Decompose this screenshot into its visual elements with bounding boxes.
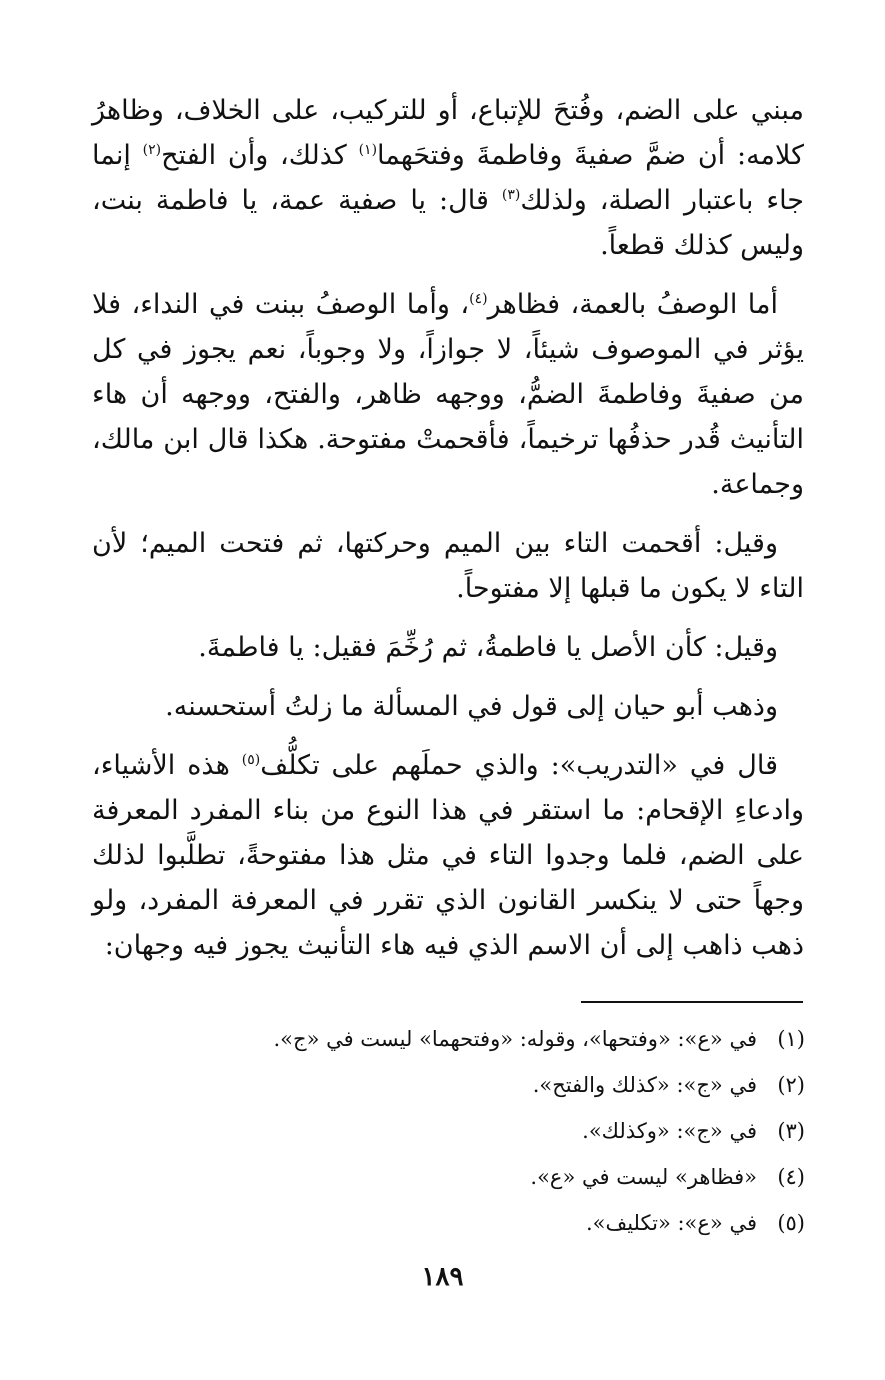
footnote-2: [105, 1062, 805, 1108]
footnote-text: في «ع»: «وفتحها»، وقوله: «وفتحهما» ليست في «ج».: [273, 1027, 757, 1051]
footnote-text: في «ج»: «وكذلك».: [582, 1119, 757, 1143]
footnote-marker-3: (٣): [501, 187, 521, 203]
footnotes-list: [105, 1016, 805, 1246]
paragraph-6: [92, 743, 804, 968]
footnote-text: في «ج»: «كذلك والفتح».: [532, 1073, 757, 1097]
paragraph-2: [92, 282, 804, 507]
footnote-text: «فظاهر» ليست في «ع».: [530, 1165, 757, 1189]
page-number: ١٨٩: [421, 1262, 464, 1292]
paragraph-4: وقيل: كأن الأصل يا فاطمةُ، ثم رُخِّمَ فقيل: يا فاطمةَ.: [198, 632, 778, 663]
footnote-separator: [581, 1001, 803, 1003]
footnote-marker-1: (١): [358, 142, 378, 158]
footnote-number: (٢): [777, 1073, 805, 1097]
text-segment: مبني على الضم، وفُتحَ للإتباع، أو للتركيب، على الخلاف، وظاهرُ كلامه: أن ضمَّ صفيةَ وفاطمةَ وفتحَهما: [92, 95, 804, 171]
text-segment: قال في «التدريب»: والذي حملَهم على تكلُّف: [260, 750, 778, 781]
text-segment: ، وأما الوصفُ ببنت في النداء، فلا يؤثر في الموصوف شيئاً، لا جوازاً، ولا وجوباً، نعم يجوز في كل من صفيةَ وفاطمةَ الضمُّ، ووجهه ظاهر، والفتح، ووجهه أن هاء التأنيث قُدر حذفُها ترخيماً، فأقحمتْ مفتوحة. هكذا قال ابن مالك، وجماعة.: [92, 289, 804, 500]
footnote-5: [105, 1200, 805, 1246]
main-text: [92, 88, 804, 982]
paragraph-1: [92, 88, 804, 268]
footnote-text: في «ع»: «تكليف».: [585, 1211, 757, 1235]
footnote-marker-2: (٢): [142, 142, 162, 158]
footnote-number: (٥): [777, 1211, 805, 1235]
paragraph-5: وذهب أبو حيان إلى قول في المسألة ما زلتُ أستحسنه.: [165, 691, 778, 722]
footnote-1: [105, 1016, 805, 1062]
footnote-marker-4: (٤): [469, 291, 488, 307]
text-segment: إنما جاء باعتبار الصلة، ولذلك: [92, 140, 804, 216]
footnote-number: (٤): [777, 1165, 805, 1189]
paragraph-3: وقيل: أقحمت التاء بين الميم وحركتها، ثم فتحت الميم؛ لأن التاء لا يكون ما قبلها إلا مفتوحاً.: [92, 528, 804, 604]
footnote-number: (١): [777, 1027, 805, 1051]
footnote-3: [105, 1108, 805, 1154]
footnote-number: (٣): [777, 1119, 805, 1143]
text-segment: هذه الأشياء، وادعاءِ الإقحام: ما استقر في هذا النوع من بناء المفرد المعرفة على الضم، فلما وجدوا التاء في مثل هذا مفتوحةً، تطلَّبوا لذلك وجهاً حتى لا ينكسر القانون الذي تقرر في المعرفة المفرد، ولو ذهب ذاهب إلى أن الاسم الذي فيه هاء التأنيث يجوز فيه وجهان:: [92, 750, 804, 961]
text-segment: قال: يا صفية عمة، يا فاطمة بنت، وليس كذلك قطعاً.: [92, 185, 804, 261]
text-segment: أما الوصفُ بالعمة، فظاهر: [487, 289, 779, 320]
text-segment: كذلك، وأن الفتح: [161, 140, 347, 171]
footnote-4: [105, 1154, 805, 1200]
footnote-marker-5: (٥): [241, 752, 261, 768]
